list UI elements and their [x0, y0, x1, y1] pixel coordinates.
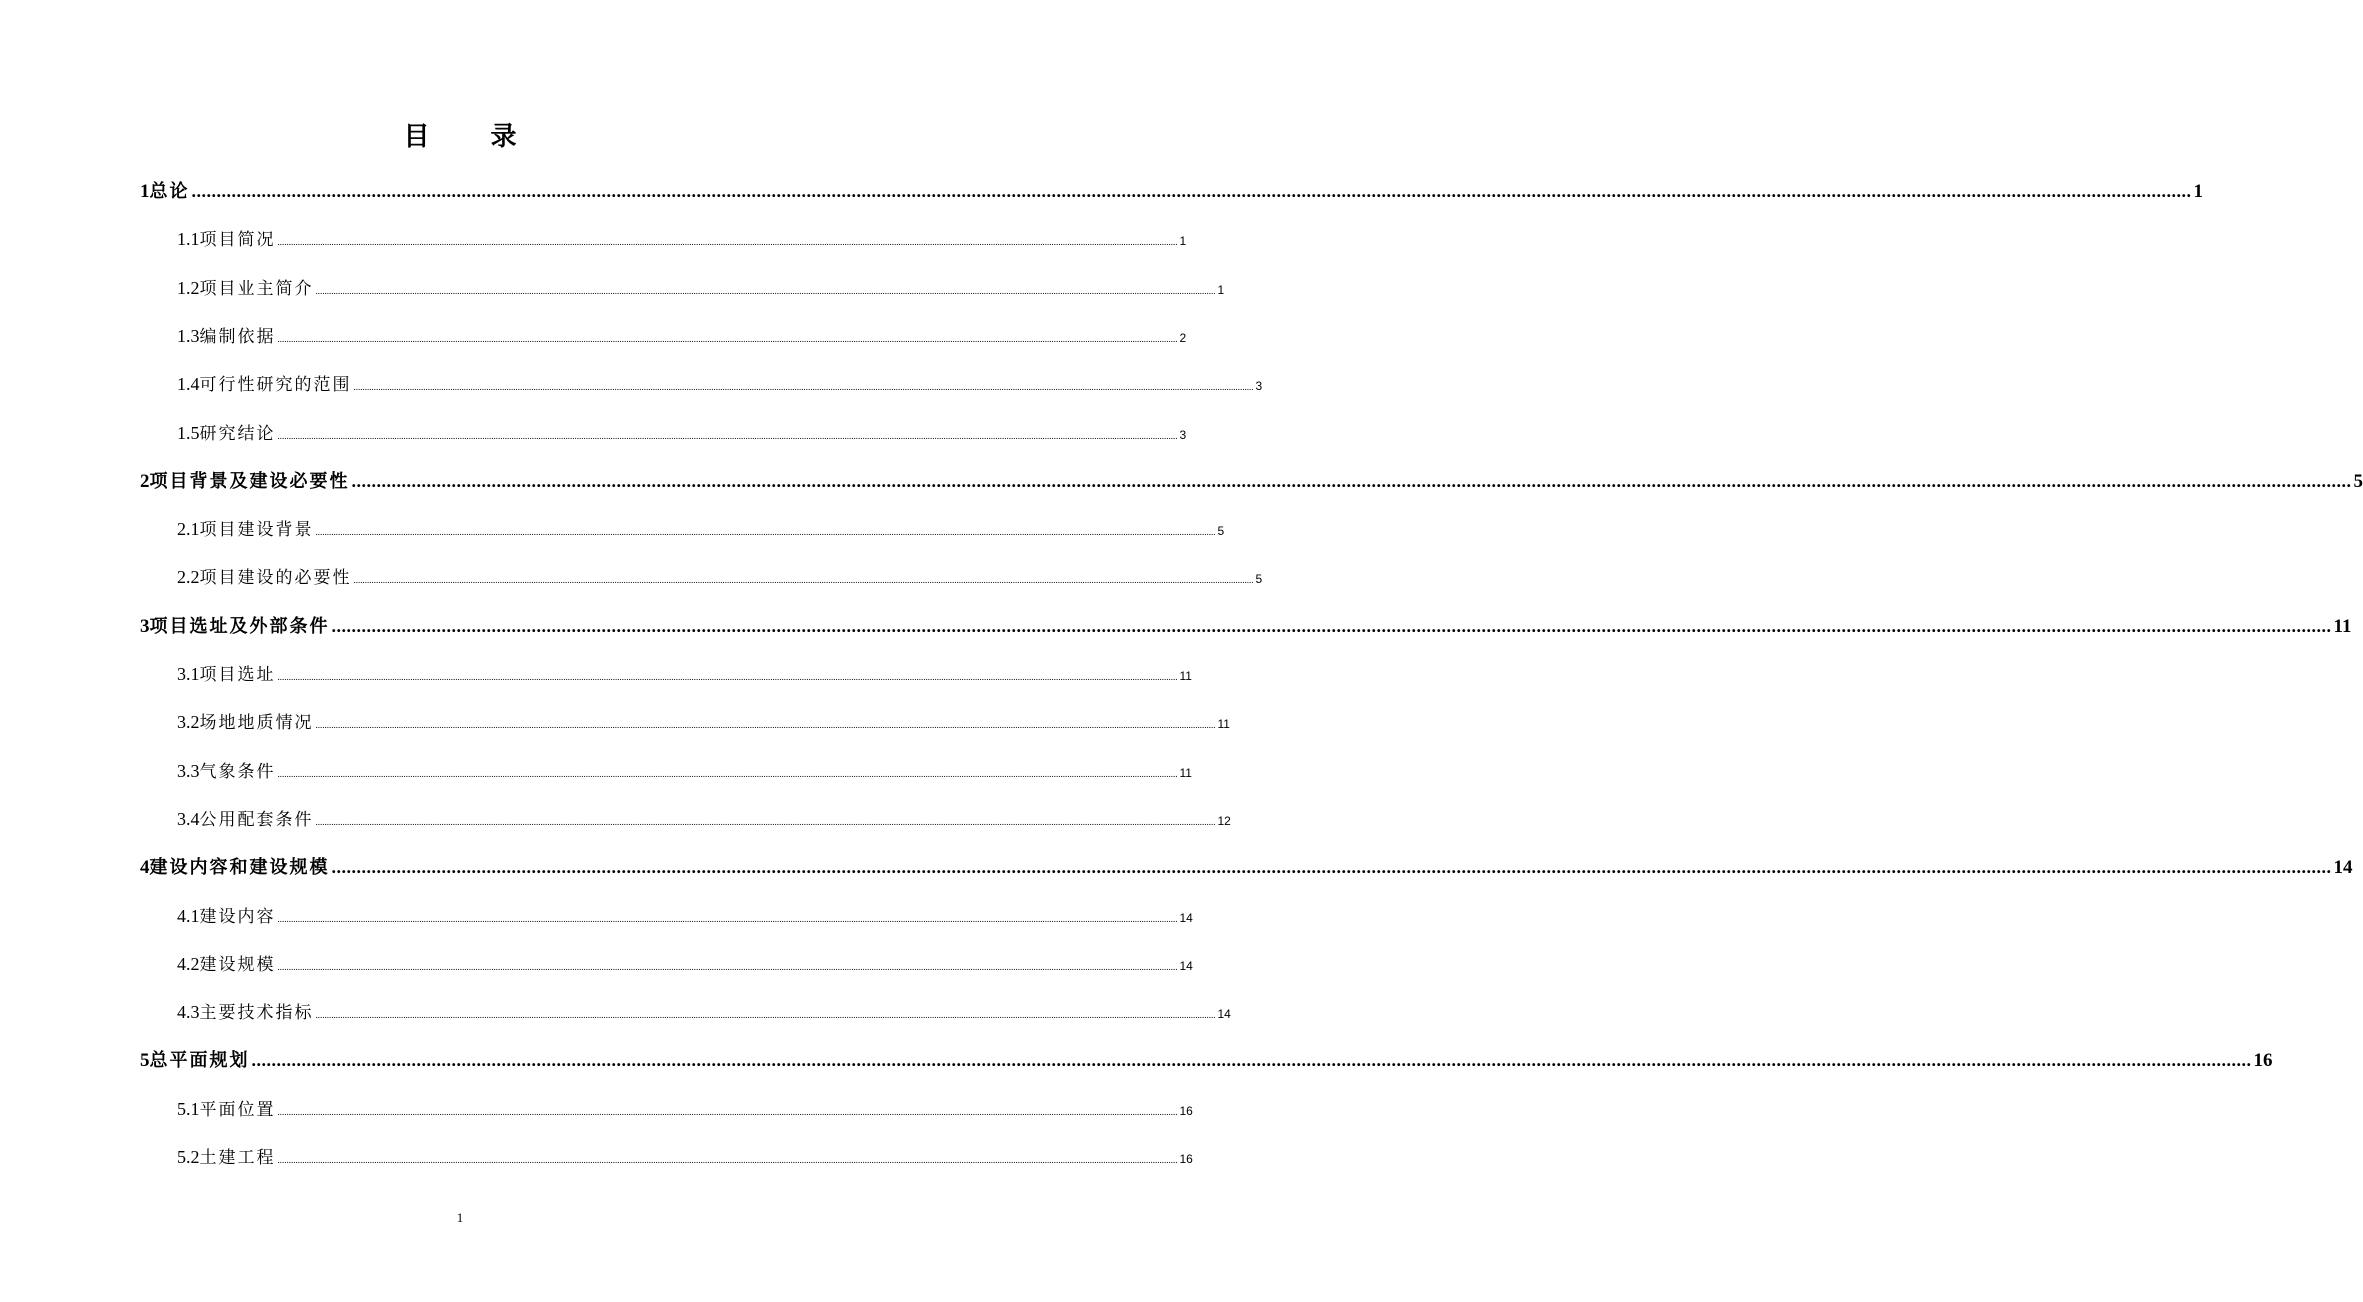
toc-entry-title: 土建工程	[199, 1148, 276, 1168]
toc-entry-title: 主要技术指标	[199, 1003, 314, 1024]
toc-entry-number: 3.1	[177, 664, 200, 684]
toc-section-entry[interactable]	[177, 225, 1187, 251]
toc-section-entry[interactable]	[177, 274, 1225, 299]
toc-entry-page: 3	[1179, 427, 1187, 442]
toc-entry-number: 4	[140, 857, 150, 879]
toc-section-entry[interactable]	[177, 805, 1231, 830]
toc-entry-page: 1	[1217, 282, 1225, 297]
toc-entry-page: 12	[1217, 813, 1231, 828]
toc-leader-dots: ................................................................................................................................................................................................................................................................................................................................................................................................................	[331, 615, 2332, 636]
toc-entry-number: 3	[140, 615, 150, 637]
toc-chapter-entry[interactable]	[140, 612, 2352, 638]
toc-entry-number: 5.2	[177, 1147, 200, 1167]
toc-entry-number: 1	[140, 181, 150, 202]
toc-entry-number: 5.1	[177, 1098, 200, 1119]
toc-leader-dots: ................................................................................................................................................................................................................................................................................................................................................................................................................	[277, 672, 1178, 682]
toc-leader-dots: ................................................................................................................................................................................................................................................................................................................................................................................................................	[315, 720, 1216, 731]
toc-leader-dots: ................................................................................................................................................................................................................................................................................................................................................................................................................	[315, 285, 1216, 296]
toc-entry-number: 4.1	[177, 905, 200, 926]
toc-entry-number: 2	[140, 470, 150, 492]
toc-entry-title: 建设规模	[199, 954, 276, 975]
toc-leader-dots: ................................................................................................................................................................................................................................................................................................................................................................................................................	[277, 961, 1178, 972]
toc-entry-page: 1	[2193, 181, 2203, 202]
toc-leader-dots: ................................................................................................................................................................................................................................................................................................................................................................................................................	[191, 181, 2192, 201]
toc-leader-dots: ................................................................................................................................................................................................................................................................................................................................................................................................................	[331, 857, 2332, 878]
toc-entry-page: 16	[1179, 1152, 1193, 1166]
toc-leader-dots: ................................................................................................................................................................................................................................................................................................................................................................................................................	[315, 527, 1216, 538]
toc-entry-number: 1.3	[177, 325, 200, 346]
toc-leader-dots: ................................................................................................................................................................................................................................................................................................................................................................................................................	[353, 575, 1254, 586]
toc-entry-page: 5	[1217, 524, 1225, 539]
toc-entry-page: 11	[2333, 615, 2352, 637]
toc-entry-page: 16	[2253, 1050, 2273, 1072]
toc-chapter-entry[interactable]	[140, 853, 2353, 879]
toc-section-entry[interactable]	[177, 998, 1231, 1024]
toc-entry-title: 气象条件	[199, 761, 276, 782]
toc-entry-number: 4.3	[177, 1002, 200, 1023]
toc-entry-page: 16	[1179, 1103, 1193, 1118]
toc-entry-title: 项目背景及建设必要性	[149, 470, 350, 492]
toc-entry-title: 建设内容	[199, 906, 276, 927]
toc-entry-title: 场地地质情况	[199, 713, 314, 734]
toc-entry-number: 5	[140, 1050, 150, 1072]
toc-entry-title: 项目选址	[199, 665, 276, 685]
toc-leader-dots: ................................................................................................................................................................................................................................................................................................................................................................................................................	[277, 1106, 1178, 1117]
toc-section-entry[interactable]	[177, 515, 1225, 541]
toc-entry-page: 3	[1255, 379, 1263, 394]
toc-entry-page: 1	[1179, 234, 1187, 249]
toc-entry-page: 11	[1217, 717, 1230, 732]
toc-entry-title: 总论	[149, 181, 190, 202]
toc-entry-number: 1.4	[177, 374, 200, 395]
toc-section-entry[interactable]	[177, 902, 1193, 927]
toc-entry-title: 项目建设背景	[199, 520, 314, 541]
toc-title: 目 录	[403, 122, 543, 152]
toc-entry-title: 研究结论	[199, 423, 276, 444]
toc-entry-number: 2.2	[177, 567, 200, 588]
toc-entry-number: 1.1	[177, 229, 200, 250]
toc-entry-page: 5	[1255, 572, 1263, 587]
toc-entry-title: 项目建设的必要性	[199, 568, 352, 589]
toc-section-entry[interactable]	[177, 757, 1192, 782]
toc-entry-title: 平面位置	[199, 1099, 276, 1120]
toc-entry-number: 3.3	[177, 760, 200, 781]
toc-entry-page: 14	[1217, 1007, 1231, 1022]
toc-section-entry[interactable]	[177, 660, 1192, 685]
toc-section-entry[interactable]	[177, 1095, 1193, 1120]
toc-entry-title: 项目简况	[199, 230, 276, 251]
toc-chapter-entry[interactable]	[140, 177, 2203, 203]
toc-entry-title: 编制依据	[199, 326, 276, 347]
toc-entry-page: 14	[2333, 857, 2353, 879]
toc-leader-dots: ................................................................................................................................................................................................................................................................................................................................................................................................................	[277, 1155, 1178, 1165]
toc-entry-number: 2.1	[177, 519, 200, 540]
toc-section-entry[interactable]	[177, 950, 1193, 975]
toc-leader-dots: ................................................................................................................................................................................................................................................................................................................................................................................................................	[251, 1050, 2252, 1071]
toc-entry-page: 14	[1179, 958, 1193, 973]
toc-chapter-entry[interactable]	[140, 1046, 2273, 1072]
toc-entry-number: 4.2	[177, 953, 200, 974]
toc-chapter-entry[interactable]	[140, 467, 2363, 493]
toc-leader-dots: ................................................................................................................................................................................................................................................................................................................................................................................................................	[353, 382, 1254, 393]
toc-leader-dots: ................................................................................................................................................................................................................................................................................................................................................................................................................	[351, 470, 2352, 491]
toc-section-entry[interactable]	[177, 322, 1187, 347]
toc-entry-number: 3.4	[177, 808, 200, 829]
toc-entry-page: 14	[1179, 910, 1193, 925]
toc-entry-title: 公用配套条件	[199, 809, 314, 830]
toc-entry-number: 1.5	[177, 422, 200, 443]
toc-leader-dots: ................................................................................................................................................................................................................................................................................................................................................................................................................	[277, 913, 1178, 924]
toc-leader-dots: ................................................................................................................................................................................................................................................................................................................................................................................................................	[315, 816, 1216, 827]
toc-leader-dots: ................................................................................................................................................................................................................................................................................................................................................................................................................	[277, 430, 1178, 441]
toc-entry-title: 建设内容和建设规模	[149, 857, 330, 879]
footer-page-number: 1	[456, 1210, 464, 1225]
toc-section-entry[interactable]	[177, 708, 1230, 734]
toc-leader-dots: ................................................................................................................................................................................................................................................................................................................................................................................................................	[315, 1010, 1216, 1021]
toc-section-entry[interactable]	[177, 370, 1263, 396]
toc-section-entry[interactable]	[177, 419, 1187, 444]
toc-entry-page: 11	[1179, 669, 1192, 683]
toc-section-entry[interactable]	[177, 1143, 1193, 1168]
toc-section-entry[interactable]	[177, 563, 1263, 589]
toc-entry-title: 项目业主简介	[199, 278, 314, 299]
toc-entry-title: 总平面规划	[149, 1050, 250, 1072]
toc-leader-dots: ................................................................................................................................................................................................................................................................................................................................................................................................................	[277, 768, 1178, 779]
toc-entry-title: 可行性研究的范围	[199, 375, 352, 396]
toc-entry-number: 1.2	[177, 277, 200, 298]
toc-leader-dots: ................................................................................................................................................................................................................................................................................................................................................................................................................	[277, 333, 1178, 344]
toc-entry-number: 3.2	[177, 712, 200, 733]
toc-entry-page: 11	[1179, 765, 1192, 780]
toc-entry-page: 2	[1179, 330, 1187, 345]
toc-leader-dots: ................................................................................................................................................................................................................................................................................................................................................................................................................	[277, 237, 1178, 248]
toc-entry-page: 5	[2353, 470, 2363, 492]
toc-entry-title: 项目选址及外部条件	[149, 615, 330, 637]
